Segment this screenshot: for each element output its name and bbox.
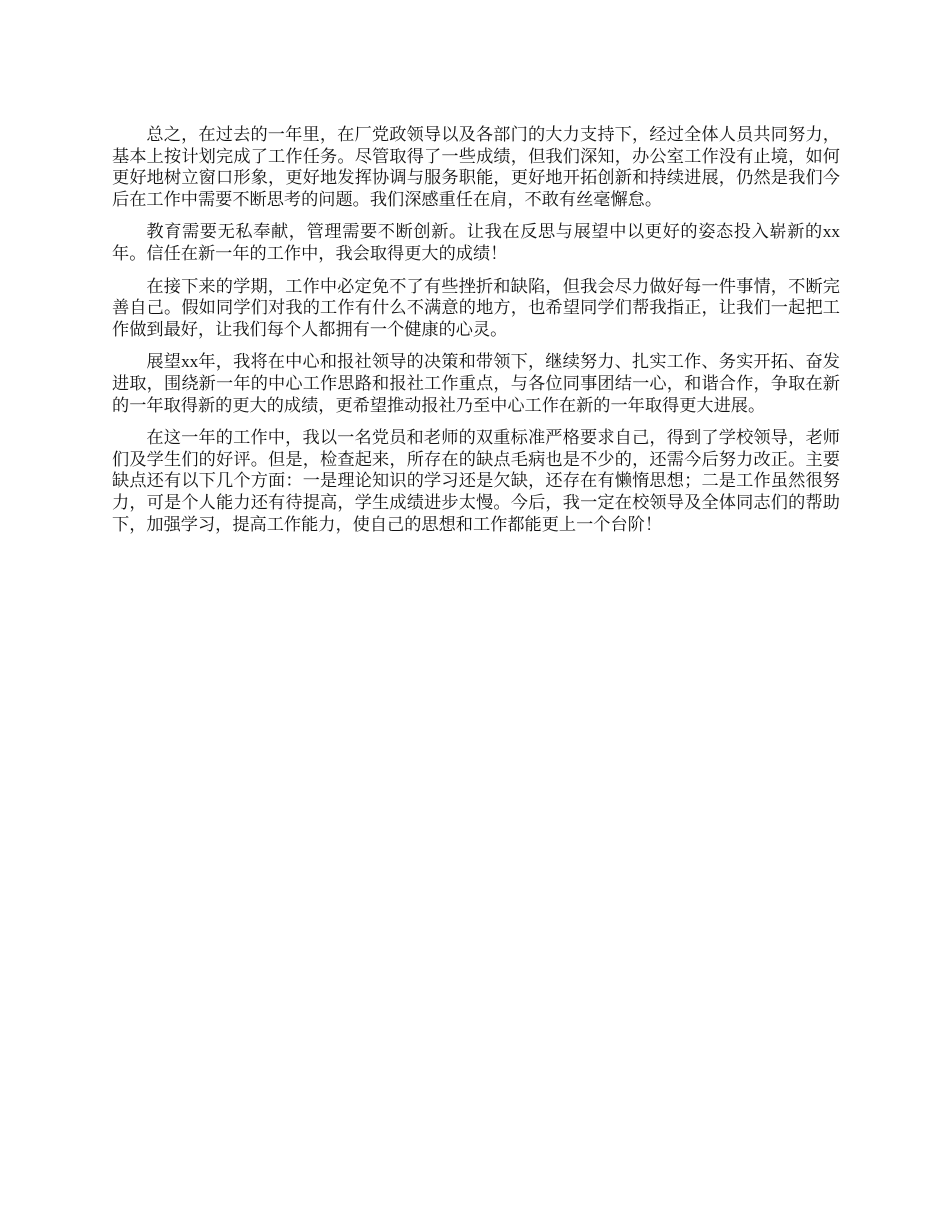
paragraph-education: 教育需要无私奉献，管理需要不断创新。让我在反思与展望中以更好的姿态投入崭新的xx年。信任在新一年的工作中，我会取得更大的成绩！ <box>112 222 840 263</box>
document-body <box>112 124 840 546</box>
paragraph-next-semester: 在接下来的学期，工作中必定免不了有些挫折和缺陷，但我会尽力做好每一件事情，不断完善自己。假如同学们对我的工作有什么不满意的地方，也希望同学们帮我指正，让我们一起把工作做到最好，让我们每个人都拥有一个健康的心灵。 <box>112 276 840 339</box>
paragraph-outlook: 展望xx年，我将在中心和报社领导的决策和带领下，继续努力、扎实工作、务实开拓、奋发进取，围绕新一年的中心工作思路和报社工作重点，与各位同事团结一心，和谐合作，争取在新的一年取得新的更大的成绩，更希望推动报社乃至中心工作在新的一年取得更大进展。 <box>112 352 840 415</box>
paragraph-summary: 总之，在过去的一年里，在厂党政领导以及各部门的大力支持下，经过全体人员共同努力，基本上按计划完成了工作任务。尽管取得了一些成绩，但我们深知，办公室工作没有止境，如何更好地树立窗口形象，更好地发挥协调与服务职能，更好地开拓创新和持续进展，仍然是我们今后在工作中需要不断思考的问题。我们深感重任在肩，不敢有丝毫懈怠。 <box>112 125 840 209</box>
paragraph-self-review: 在这一年的工作中，我以一名党员和老师的双重标准严格要求自己，得到了学校领导，老师们及学生们的好评。但是，检查起来，所存在的缺点毛病也是不少的，还需今后努力改正。主要缺点还有以下几个方面：一是理论知识的学习还是欠缺，还存在有懒惰思想；二是工作虽然很努力，可是个人能力还有待提高，学生成绩进步太慢。今后，我一定在校领导及全体同志们的帮助下，加强学习，提高工作能力，使自己的思想和工作都能更上一个台阶！ <box>112 428 840 534</box>
